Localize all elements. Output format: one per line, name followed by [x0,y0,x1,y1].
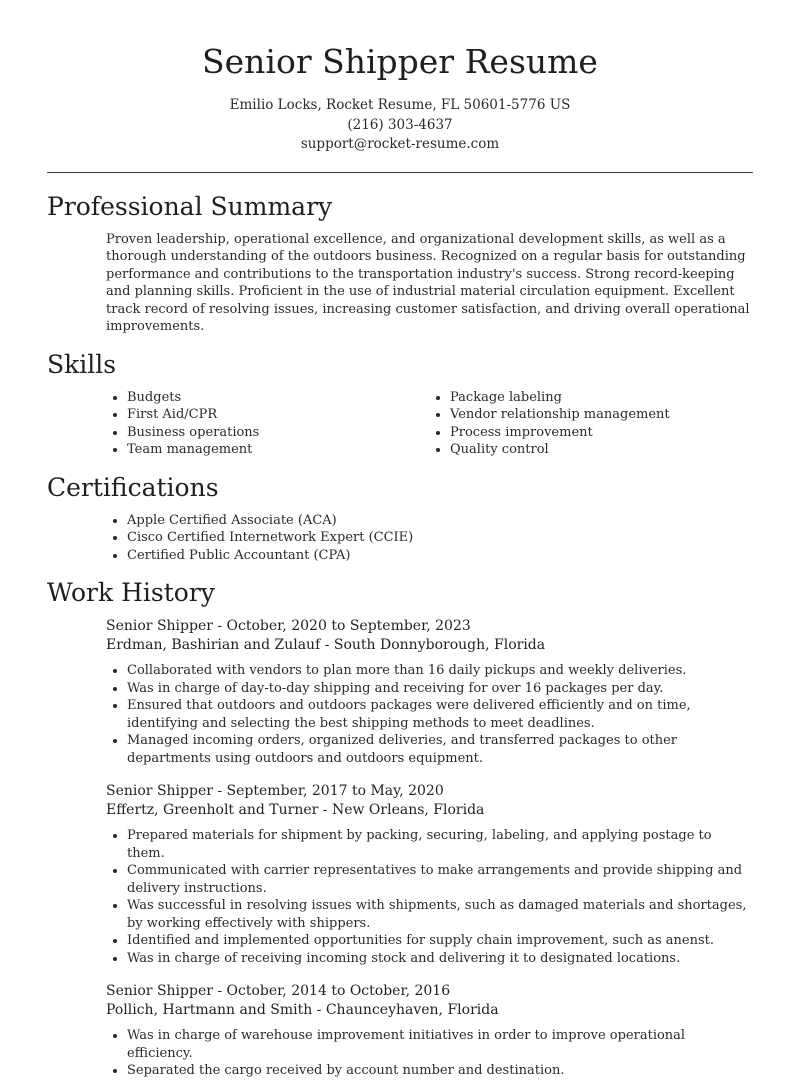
skill-item: • Vendor relationship management [450,406,752,424]
job-duty: • Was in charge of warehouse improvement initiatives in order to improve operational efficiency. [127,1027,752,1062]
skills-column-left [106,389,429,459]
skill-item: • Package labeling [450,389,752,407]
certifications-list [106,512,752,565]
job-company-line: Pollich, Hartmann and Smith - Chaunceyhaven, Florida [106,1002,499,1018]
skills-column-right [429,389,752,459]
job-duty: • Collaborated with vendors to plan more than 16 daily pickups and weekly deliveries. [127,662,752,680]
skill-item: • First Aid/CPR [127,406,429,424]
skills-list [106,389,752,459]
job-title-line: Senior Shipper - October, 2020 to September, 2023 [106,618,471,634]
skill-item: • Process improvement [450,424,752,442]
contact-info [0,96,800,155]
job-duty: • Was in charge of day-to-day shipping and receiving for over 16 packages per day. [127,680,752,698]
job-duty: • Separated the cargo received by account number and destination. [127,1062,752,1080]
certifications-section [0,473,800,565]
skill-item: • Team management [127,441,429,459]
job-duty: • Was in charge of receiving incoming stock and delivering it to designated locations. [127,950,752,968]
job-duties-list [106,662,752,767]
summary-text: Proven leadership, operational excellence, and organizational development skills, as well as a thorough understanding of the outdoors business. Recognized on a regular basis for outstanding performance and contributions to the transportation industry's success. Strong record-keeping and planning skills. Proficient in the use of industrial material circulation equipment. Excellent track record of resolving issues, increasing customer satisfaction, and driving overall operational improvements. [106,231,750,334]
job-company-line: Effertz, Greenholt and Turner - New Orleans, Florida [106,802,485,818]
job-duties-list [106,827,752,967]
skill-item: • Business operations [127,424,429,442]
job-company-line: Erdman, Bashirian and Zulauf - South Donnyborough, Florida [106,637,546,653]
job-title-line: Senior Shipper - September, 2017 to May, 2020 [106,783,444,799]
summary-heading: Professional Summary [47,191,333,221]
job-duty: • Managed incoming orders, organized deliveries, and transferred packages to other departments using outdoors and outdoors equipment. [127,732,752,767]
contact-email: support@rocket-resume.com [300,136,500,152]
summary-section [0,192,800,336]
header-divider [47,172,753,173]
skills-heading: Skills [47,349,117,379]
job-duty: • Ensured that outdoors and outdoors packages were delivered efficiently and on time, identifying and selecting the best shipping methods to meet deadlines. [127,697,752,732]
work-history-section [0,578,800,1080]
page-title: Senior Shipper Resume [202,42,598,81]
certification-item: • Certified Public Accountant (CPA) [127,547,752,565]
contact-address: Emilio Locks, Rocket Resume, FL 50601-5776 US [229,97,571,113]
skills-section [0,350,800,459]
job-entry [106,617,752,767]
job-title-line: Senior Shipper - October, 2014 to October, 2016 [106,983,451,999]
job-duty: • Was successful in resolving issues with shipments, such as damaged materials and shortages, by working effectively with shippers. [127,897,752,932]
job-duty: • Communicated with carrier representatives to make arrangements and provide shipping and delivery instructions. [127,862,752,897]
job-entry [106,982,752,1080]
skill-item: • Quality control [450,441,752,459]
certifications-heading: Certifications [47,472,219,502]
work-history-heading: Work History [47,578,215,607]
job-duty: • Identified and implemented opportunities for supply chain improvement, such as anenst. [127,932,752,950]
resume-header [0,0,800,155]
skill-item: • Budgets [127,389,429,407]
certification-item: • Apple Certified Associate (ACA) [127,512,752,530]
certification-item: • Cisco Certified Internetwork Expert (CCIE) [127,529,752,547]
contact-phone: (216) 303-4637 [347,116,453,133]
job-entry [106,782,752,967]
job-duty: • Prepared materials for shipment by packing, securing, labeling, and applying postage to them. [127,827,752,862]
